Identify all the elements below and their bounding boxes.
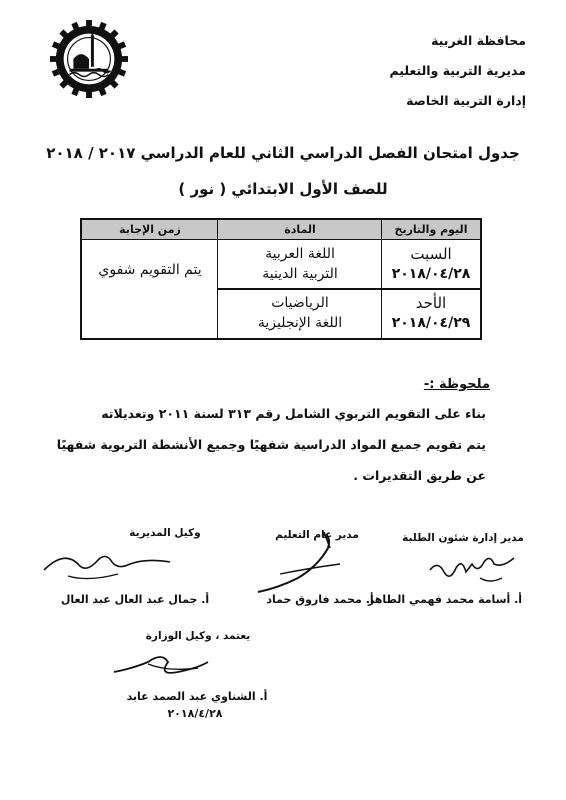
signature-mark (420, 548, 530, 590)
signer-name-general-manager: أ. محمد فاروق حماد (266, 593, 374, 606)
governorate-logo-icon (50, 20, 128, 98)
exam-date: ٢٠١٨/٠٤/٢٨ (391, 266, 471, 282)
signer-name-deputy-directorate: أ. جمال عبد العال عبد العال (60, 593, 210, 606)
signer-name-student-affairs: أ. أسامة محمد فهمي الطاهر (367, 593, 523, 606)
schedule-title: جدول امتحان الفصل الدراسي الثاني للعام الدراسي ٢٠١٧ / ٢٠١٨ (46, 144, 520, 162)
table-row-subjects (218, 244, 382, 284)
signer-name-deputy-ministry: أ. الشناوي عبد الصمد عابد (126, 690, 268, 703)
signature-title-deputy-directorate: وكيل المديرية (129, 527, 201, 539)
note-line: يتم تقويم جميع المواد الدراسية شفهيًا وجميع الأنشطة التربوية شفهيًا (56, 437, 486, 452)
signature-title-general-manager: مدير عام التعليم (275, 529, 359, 541)
day-name: الأحد (415, 294, 447, 312)
signature-mark (108, 642, 228, 690)
note-line: عن طريق التقديرات . (353, 468, 486, 483)
directorate-name: مديرية التربية والتعليم (389, 63, 526, 78)
document-header (389, 26, 526, 116)
row-divider (218, 288, 480, 290)
approval-date: ٢٠١٨/٤/٢٨ (167, 707, 223, 720)
day-name: السبت (410, 245, 452, 263)
answer-time-note: يتم التقويم شفوي (98, 262, 202, 278)
subject-name: التربية الدينية (262, 266, 338, 282)
approval-title: يعتمد ، وكيل الوزارة (145, 630, 251, 642)
note-line: بناء على التقويم التربوي الشامل رقم ٣١٣ لسنة ٢٠١١ وتعديلاته (101, 406, 486, 421)
table-row-date (382, 244, 480, 284)
subject-name: اللغة الإنجليزية (257, 315, 343, 331)
exam-date: ٢٠١٨/٠٤/٢٩ (391, 315, 471, 331)
header-subject: المادة (284, 223, 316, 236)
signature-title-student-affairs: مدير إدارة شئون الطلبة (402, 532, 524, 544)
subject-name: الرياضيات (271, 295, 329, 311)
subject-name: اللغة العربية (265, 246, 335, 262)
governorate-name: محافظة الغربية (431, 33, 526, 48)
signature-mark (250, 528, 370, 598)
administration-name: إدارة التربية الخاصة (406, 93, 526, 108)
table-header-row (82, 220, 480, 240)
table-row-date (382, 293, 480, 333)
exam-schedule-table (80, 218, 482, 340)
header-date: اليوم والتاريخ (394, 223, 468, 236)
header-time: زمن الإجابة (119, 223, 181, 236)
note-label: ملحوظة :- (423, 377, 490, 392)
table-row-subjects (218, 293, 382, 333)
grade-title: للصف الأول الابتدائي ( نور ) (178, 180, 388, 198)
signature-mark (38, 540, 178, 590)
